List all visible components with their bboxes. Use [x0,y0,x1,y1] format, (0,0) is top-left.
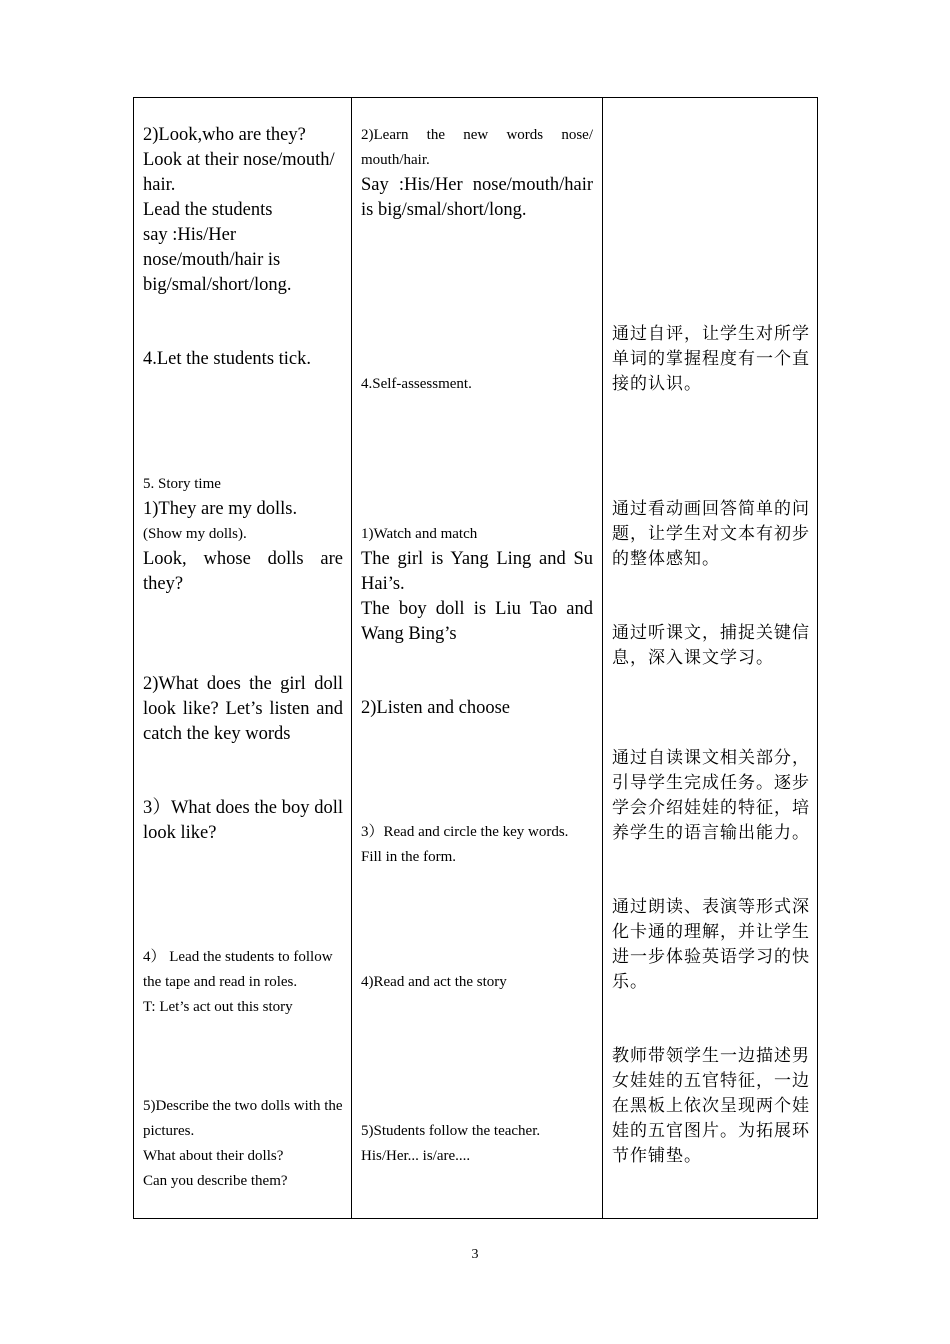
design-intent-column [603,98,817,1218]
intent-act: 通过朗读、表演等形式深化卡通的理解，并让学生进一步体验英语学习的快乐。 [612,897,810,992]
teacher-step-4: 4.Let the students tick. [143,349,312,369]
student-story-3: 3）Read and circle the key words. Fill in the form. [361,824,569,865]
student-story-5: 5)Students follow the teacher. His/Her... is/are.... [361,1123,541,1164]
intent-self-assessment: 通过自评，让学生对所学单词的掌握程度有一个直接的认识。 [612,324,810,394]
student-story-4: 4)Read and act the story [361,974,507,990]
student-story-1-answer: The girl is Yang Ling and Su Hai’s. The boy doll is Liu Tao and Wang Bing’s [361,549,593,644]
story-step-4: 4） Lead the students to follow the tape and read in roles. T: Let’s act out this story [143,949,333,1015]
student-story-1-task: 1)Watch and match [361,526,478,542]
intent-read: 通过自读课文相关部分，引导学生完成任务。逐步学会介绍娃娃的特征，培养学生的语言输出能力。 [612,748,810,843]
story-step-1-line-2: (Show my dolls). [143,526,247,542]
story-step-2: 2)What does the girl doll look like? Let’s listen and catch the key words [143,674,343,744]
student-step-4: 4.Self-assessment. [361,376,472,392]
student-step-2-say: Say :His/Her nose/mouth/hair is big/smal/short/long. [361,175,593,220]
story-step-1-line-3: Look, whose dolls are they? [143,549,343,594]
teacher-activity-column [134,98,352,1218]
lesson-table [133,97,818,1219]
student-step-2-words: 2)Learn the new words nose/ mouth/hair. [361,127,593,168]
student-activity-column [352,98,603,1218]
story-step-3: 3）What does the boy doll look like? [143,798,343,843]
page-number: 3 [471,1247,479,1262]
story-step-5: 5)Describe the two dolls with the pictures. What about their dolls? Can you describe them? [143,1098,343,1189]
intent-describe: 教师带领学生一边描述男女娃娃的五官特征，一边在黑板上依次呈现两个娃娃的五官图片。为拓展环节作铺垫。 [612,1046,810,1166]
student-story-2: 2)Listen and choose [361,698,510,718]
teacher-step-2: 2)Look,who are they? Look at their nose/mouth/ hair. Lead the students say :His/Her nose/mouth/hair is big/smal/short/long. [143,125,335,295]
intent-listen: 通过听课文，捕捉关键信息，深入课文学习。 [612,623,810,668]
story-step-1-line-1: 1)They are my dolls. [143,499,298,519]
intent-watch: 通过看动画回答简单的问题，让学生对文本有初步的整体感知。 [612,499,810,569]
story-time-heading: 5. Story time [143,476,221,492]
